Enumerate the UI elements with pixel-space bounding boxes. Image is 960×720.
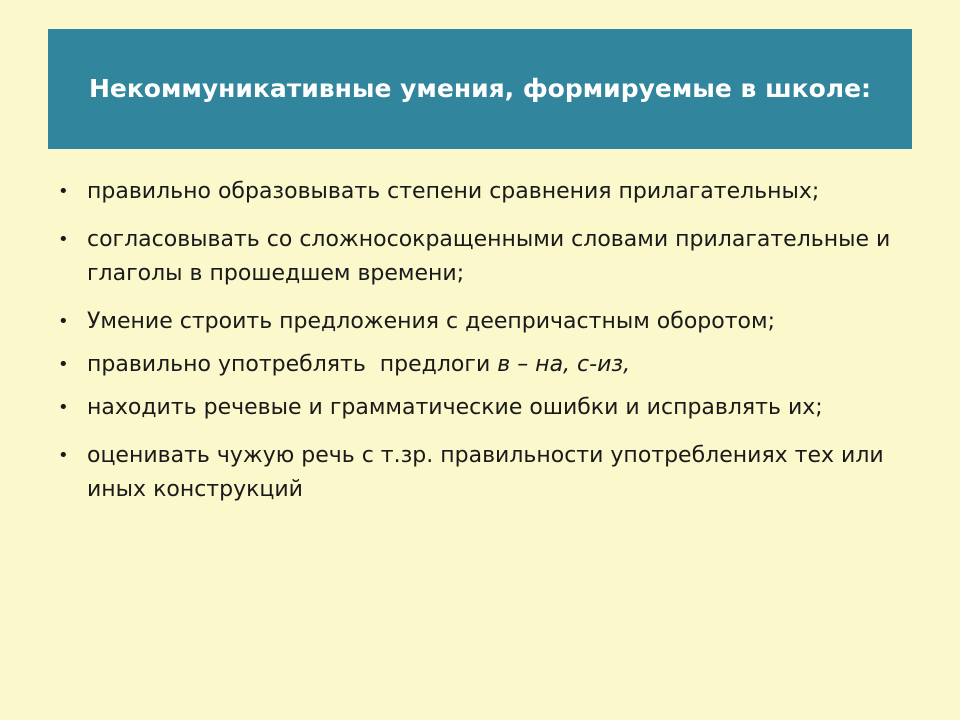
list-item-text: правильно образовывать степени сравнения прилагательных; <box>87 179 820 204</box>
bullet-icon: • <box>58 354 69 375</box>
list-item <box>58 439 918 507</box>
list-item <box>58 391 918 425</box>
list-item <box>58 175 918 209</box>
list-item-text-regular: правильно употреблять предлоги <box>87 352 498 377</box>
list-item-text-italic: в – на, с-из, <box>497 352 631 377</box>
list-item <box>58 223 918 291</box>
bullet-icon: • <box>58 181 69 202</box>
list-item-text: находить речевые и грамматические ошибки и исправлять их; <box>87 395 823 420</box>
list-item-text: Умение строить предложения с деепричастным оборотом; <box>87 309 775 334</box>
bullet-icon: • <box>58 229 69 250</box>
list-item <box>58 305 918 339</box>
list-item-text: оценивать чужую речь с т.зр. правильности употреблениях тех или иных конструкций <box>87 443 884 502</box>
slide-title: Некоммуникативные умения, формируемые в школе: <box>88 74 872 103</box>
bullet-list <box>58 175 918 521</box>
title-banner <box>48 29 912 149</box>
list-item <box>58 348 918 382</box>
list-item-text: согласовывать со сложносокращенными словами прилагательные и глаголы в прошедшем времени; <box>87 227 891 286</box>
bullet-icon: • <box>58 445 69 466</box>
list-item-text <box>87 352 630 377</box>
bullet-icon: • <box>58 311 69 332</box>
bullet-icon: • <box>58 397 69 418</box>
